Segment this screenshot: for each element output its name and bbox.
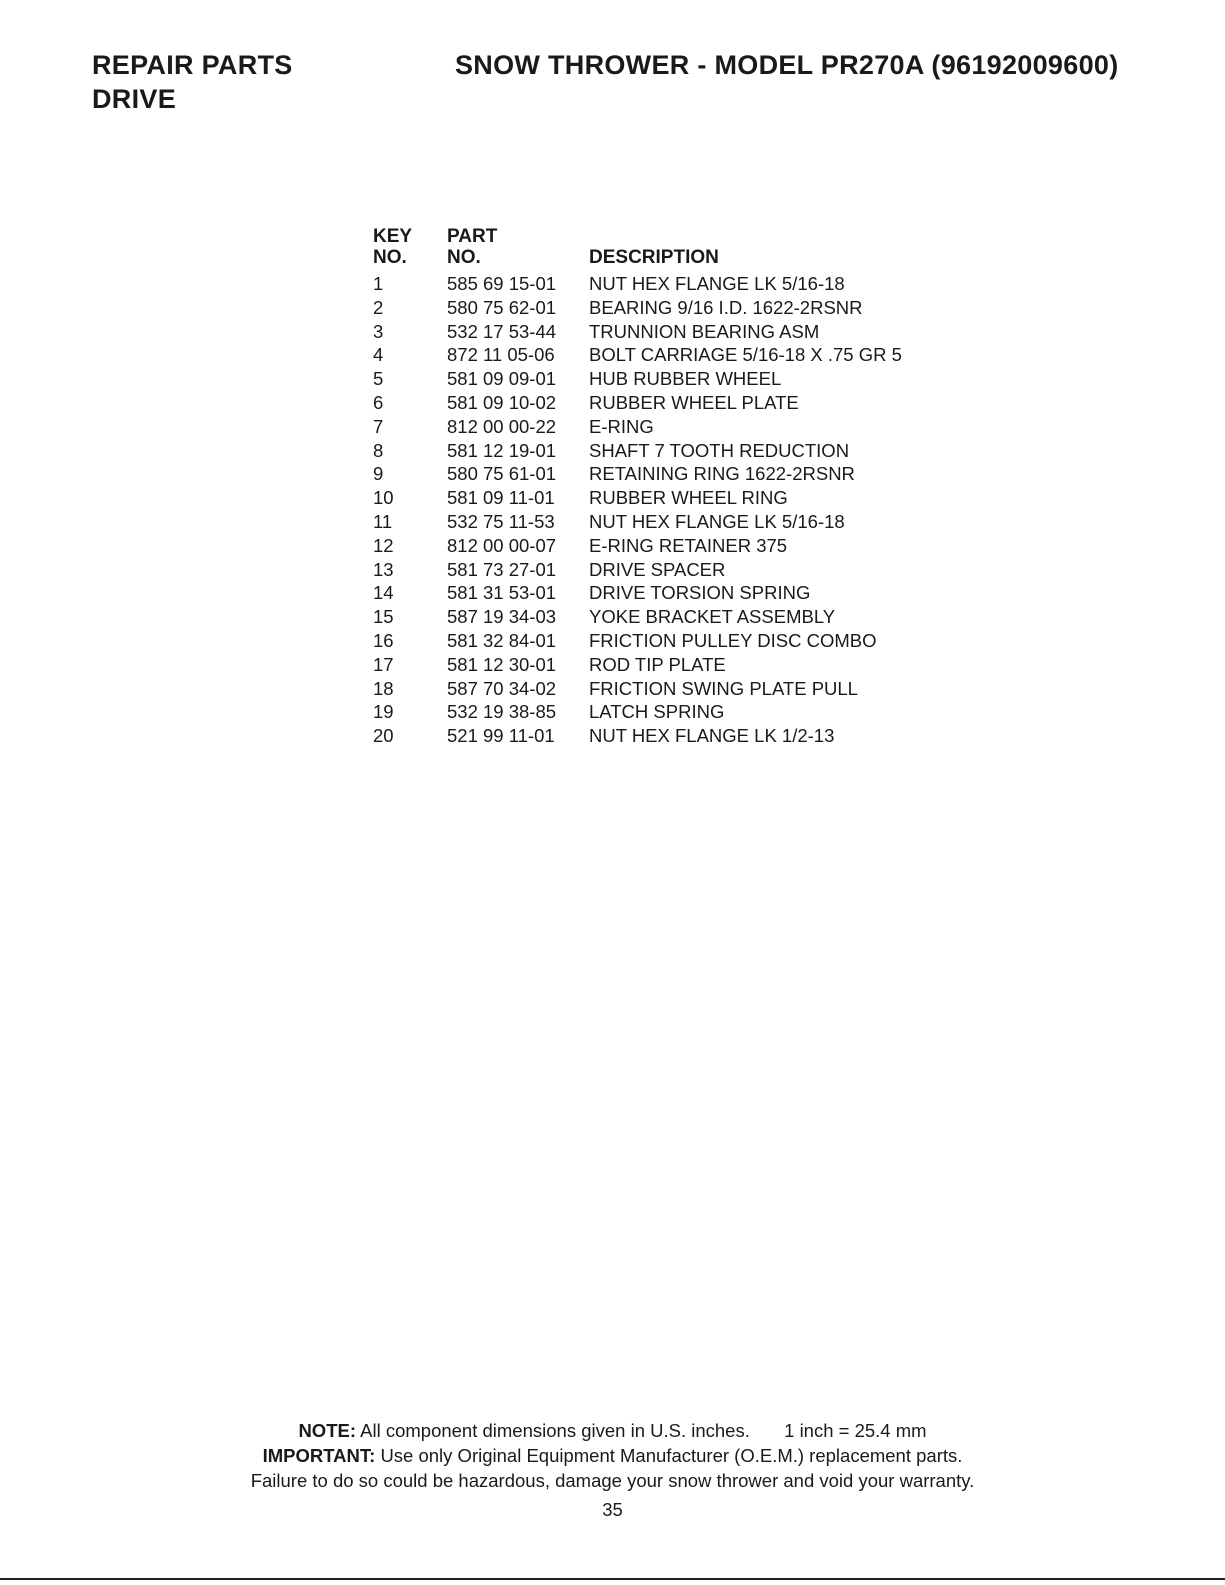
table-row — [373, 320, 902, 344]
part-no-cell: 532 17 53-44 — [447, 320, 557, 342]
table-row — [373, 367, 902, 391]
note-line — [0, 1418, 1225, 1443]
part-no-cell: 521 99 11-01 — [447, 725, 555, 747]
description-cell: DRIVE TORSION SPRING — [589, 582, 811, 604]
important-line — [0, 1443, 1225, 1468]
table-row — [373, 486, 902, 510]
key-no-cell: 5 — [373, 368, 384, 390]
part-no-cell: 581 09 09-01 — [447, 368, 557, 390]
key-no-cell: 15 — [373, 606, 394, 628]
key-no-cell: 10 — [373, 487, 394, 509]
table-row — [373, 439, 902, 463]
table-row — [373, 391, 902, 415]
table-row — [373, 272, 902, 296]
part-no-cell: 581 32 84-01 — [447, 629, 557, 651]
key-no-cell: 18 — [373, 677, 394, 699]
key-no-cell: 3 — [373, 320, 384, 342]
description-cell: FRICTION SWING PLATE PULL — [589, 677, 858, 699]
description-cell: E-RING — [589, 415, 654, 437]
part-no-cell: 532 19 38-85 — [447, 701, 557, 723]
part-no-cell: 581 09 10-02 — [447, 391, 557, 413]
part-no-cell: 587 19 34-03 — [447, 606, 557, 628]
description-cell: YOKE BRACKET ASSEMBLY — [589, 606, 836, 628]
key-no-cell: 13 — [373, 558, 394, 580]
footer-notes — [0, 1418, 1225, 1522]
key-no-cell: 4 — [373, 344, 384, 366]
part-no-cell: 580 75 62-01 — [447, 296, 557, 318]
part-no-header: PART NO. — [447, 226, 498, 268]
parts-table-body — [373, 272, 902, 748]
part-no-cell: 580 75 61-01 — [447, 463, 557, 485]
note-label: NOTE: — [298, 1420, 356, 1441]
table-row — [373, 724, 902, 748]
model-title: SNOW THROWER - MODEL PR270A (96192009600) — [455, 50, 1119, 80]
note-text: All component dimensions given in U.S. inches. — [360, 1420, 750, 1441]
key-no-cell: 11 — [373, 510, 393, 532]
description-cell: DRIVE SPACER — [589, 558, 726, 580]
table-row — [373, 415, 902, 439]
description-cell: HUB RUBBER WHEEL — [589, 368, 782, 390]
description-cell: NUT HEX FLANGE LK 5/16-18 — [589, 273, 845, 294]
part-no-cell: 587 70 34-02 — [447, 677, 557, 699]
description-cell: RUBBER WHEEL RING — [589, 487, 788, 509]
key-no-cell: 9 — [373, 463, 384, 485]
bottom-divider — [0, 1578, 1225, 1580]
table-row — [373, 581, 902, 605]
description-cell: TRUNNION BEARING ASM — [589, 320, 820, 342]
part-no-cell: 812 00 00-07 — [447, 534, 557, 556]
page-number: 35 — [602, 1499, 623, 1520]
part-no-cell: 581 73 27-01 — [447, 558, 557, 580]
table-row — [373, 653, 902, 677]
section-heading — [92, 48, 293, 116]
key-no-cell: 1 — [373, 273, 384, 294]
part-no-cell: 872 11 05-06 — [447, 344, 555, 366]
part-no-cell: 532 75 11-53 — [447, 510, 555, 532]
table-row — [373, 700, 902, 724]
key-no-cell: 7 — [373, 415, 384, 437]
table-row — [373, 534, 902, 558]
description-cell: RETAINING RING 1622-2RSNR — [589, 463, 855, 485]
description-cell: NUT HEX FLANGE LK 5/16-18 — [589, 510, 845, 532]
key-no-header: KEY NO. — [373, 226, 413, 268]
important-text: Use only Original Equipment Manufacturer (O.E.M.) replacement parts. — [380, 1445, 963, 1466]
part-no-cell: 581 31 53-01 — [447, 582, 557, 604]
conversion-text: 1 inch = 25.4 mm — [784, 1420, 927, 1441]
description-cell: NUT HEX FLANGE LK 1/2-13 — [589, 725, 835, 747]
part-no-cell: 812 00 00-22 — [447, 415, 557, 437]
description-cell: SHAFT 7 TOOTH REDUCTION — [589, 439, 850, 461]
description-cell: BEARING 9/16 I.D. 1622-2RSNR — [589, 296, 863, 318]
table-row — [373, 677, 902, 701]
key-no-cell: 14 — [373, 582, 394, 604]
table-row — [373, 510, 902, 534]
important-label: IMPORTANT: — [262, 1445, 376, 1466]
part-no-cell: 581 12 30-01 — [447, 653, 557, 675]
description-cell: E-RING RETAINER 375 — [589, 534, 788, 556]
description-cell: ROD TIP PLATE — [589, 653, 726, 675]
key-no-cell: 19 — [373, 701, 394, 723]
table-row — [373, 343, 902, 367]
key-no-cell: 12 — [373, 534, 394, 556]
key-no-cell: 2 — [373, 296, 384, 318]
description-cell: RUBBER WHEEL PLATE — [589, 391, 799, 413]
part-no-cell: 581 12 19-01 — [447, 439, 557, 461]
key-no-cell: 20 — [373, 725, 394, 747]
table-row — [373, 558, 902, 582]
table-row — [373, 605, 902, 629]
key-no-cell: 8 — [373, 439, 384, 461]
table-row — [373, 462, 902, 486]
description-header: DESCRIPTION — [589, 247, 719, 268]
table-header-row — [373, 226, 902, 272]
table-row — [373, 296, 902, 320]
key-no-cell: 16 — [373, 629, 394, 651]
part-no-cell: 581 09 11-01 — [447, 487, 555, 509]
table-row — [373, 629, 902, 653]
key-no-cell: 6 — [373, 391, 384, 413]
warning-text: Failure to do so could be hazardous, damage your snow thrower and void your warranty. — [250, 1470, 975, 1491]
parts-table — [373, 226, 902, 748]
description-cell: FRICTION PULLEY DISC COMBO — [589, 629, 877, 651]
section-title: REPAIR PARTS — [92, 50, 293, 80]
description-cell: LATCH SPRING — [589, 701, 725, 723]
key-no-cell: 17 — [373, 653, 394, 675]
description-cell: BOLT CARRIAGE 5/16-18 X .75 GR 5 — [589, 344, 902, 366]
subsection-title: DRIVE — [92, 84, 177, 114]
part-no-cell: 585 69 15-01 — [447, 273, 557, 294]
